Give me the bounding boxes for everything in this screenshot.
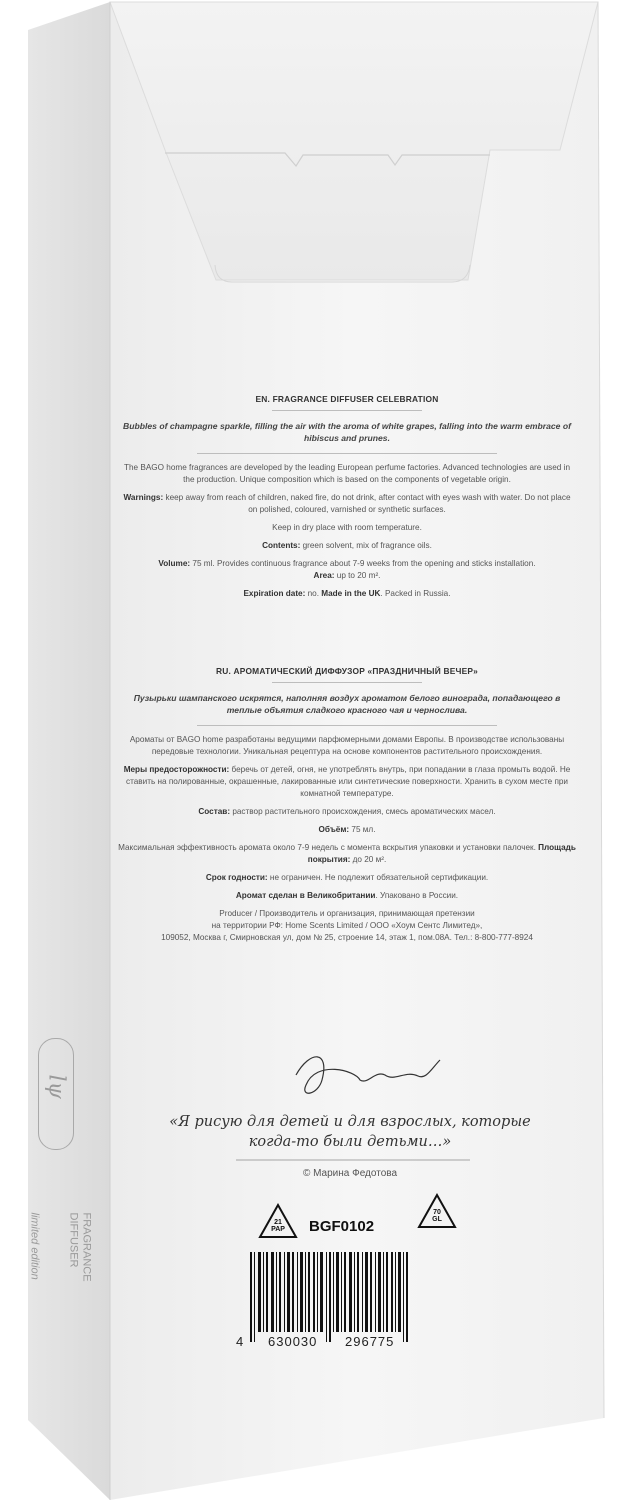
ru-made: [118, 890, 576, 902]
ru-precautions: [118, 764, 576, 800]
brand-logo-emblem: [38, 1038, 74, 1150]
side-label-fragrance: FRAGRANCE: [80, 1212, 93, 1282]
ru-precautions-label: Меры предосторожности:: [123, 765, 230, 774]
ru-precautions-text: беречь от детей, огня, не употреблять внутрь, при попадании в глаза промыть водой. Не ставить на полированные, окрашенные, лакированные или синтетические поверхности. Хранить в сухом месте при комнатной температуре.: [125, 765, 571, 798]
side-label-limited: limited edition: [28, 1212, 41, 1280]
en-expiration: [118, 588, 576, 600]
en-volume: [118, 558, 576, 570]
quote-line-2: когда-то были детьми…»: [248, 1134, 452, 1150]
en-expiration-label: Expiration date:: [243, 589, 306, 598]
en-lead: Bubbles of champagne sparkle, filling the air with the aroma of white grapes, falling into the warm embrace of hibiscus and prunes.: [123, 421, 571, 443]
en-contents: [118, 540, 576, 552]
recycle-left-code: PAP: [271, 1226, 285, 1233]
quote-line-1: «Я рисую для детей и для взрослых, которые: [169, 1114, 531, 1130]
ru-efficiency: [118, 842, 576, 866]
en-area-text: up to 20 m².: [334, 571, 381, 580]
en-heading-rule: [272, 410, 422, 411]
en-made-label: Made in the UK: [321, 589, 381, 598]
signature-text: [300, 1058, 301, 1059]
ru-volume: [118, 824, 576, 836]
en-warnings-label: Warnings:: [123, 493, 164, 502]
ru-heading: RU. АРОМАТИЧЕСКИЙ ДИФФУЗОР «ПРАЗДНИЧНЫЙ ВЕЧЕР»: [215, 666, 479, 676]
ru-shelf-life: [118, 872, 576, 884]
en-volume-label: Volume:: [158, 559, 191, 568]
en-warnings-text: keep away from reach of children, naked fire, do not drink, after contact with eyes wash with water. Do not place on polished, coloured, varnished or synthetic surfaces.: [163, 493, 571, 514]
ru-volume-label: Объём:: [318, 825, 350, 834]
ru-area-text: до 20 м².: [350, 855, 387, 864]
en-heading: EN. FRAGRANCE DIFFUSER CELEBRATION: [255, 394, 439, 404]
en-lead-rule: [197, 453, 497, 454]
en-keep: Keep in dry place with room temperature.: [272, 523, 422, 532]
ru-volume-text: 75 мл.: [349, 825, 376, 834]
en-expiration-text: no.: [305, 589, 322, 598]
quote: [160, 1112, 540, 1152]
sku-code: BGF0102: [309, 1218, 375, 1235]
barcode-group-2: 630030: [268, 1334, 318, 1349]
recycle-right-label: [417, 1209, 457, 1223]
brand-logo-mark: lψ: [43, 1074, 69, 1099]
ru-section: [118, 666, 576, 944]
copyright: © Марина Федотова: [302, 1168, 398, 1179]
recycle-left-num: 21: [274, 1219, 282, 1226]
ru-made-label: Аромат сделан в Великобритании: [235, 891, 376, 900]
en-volume-text: 75 ml. Provides continuous fragrance about 7-9 weeks from the opening and sticks installation.: [190, 559, 536, 568]
ru-shelf-label: Срок годности:: [205, 873, 268, 882]
en-about: The BAGO home fragrances are developed by the leading European perfume factories. Advanced technologies are used in the production. Unique composition which is based on the components of vegetable origin.: [123, 463, 571, 484]
barcode-digit-1: 4: [236, 1334, 244, 1349]
en-packed: . Packed in Russia.: [380, 589, 451, 598]
ru-composition: [118, 806, 576, 818]
ru-lead: Пузырьки шампанского искрятся, наполняя воздух ароматом белого винограда, попадающего в теплые объятия сладкого красного чая и чернослива.: [133, 693, 561, 715]
ru-composition-text: раствор растительного происхождения, смесь ароматических масел.: [230, 807, 496, 816]
barcode-group-3: 296775: [345, 1334, 395, 1349]
ru-about: Ароматы от BAGO home разработаны ведущими парфюмерными домами Европы. В производстве использованы передовые технологии. Уникальная рецептура на основе компонентов растительного происхождения.: [129, 735, 565, 756]
en-warnings: [118, 492, 576, 516]
ru-area-label: Площадь покрытия:: [307, 843, 576, 864]
ru-lead-rule: [197, 725, 497, 726]
ru-heading-rule: [272, 682, 422, 683]
ru-shelf-text: не ограничен. Не подлежит обязательной сертификации.: [267, 873, 489, 882]
side-panel-labels: [28, 1213, 93, 1413]
en-area-label: Area:: [313, 571, 335, 580]
en-section: [118, 394, 576, 600]
en-contents-label: Contents:: [262, 541, 301, 550]
ru-packed: . Упаковано в России.: [375, 891, 459, 900]
recycle-right-code: GL: [432, 1216, 442, 1223]
ru-producer-3: 109052, Москва г, Смирновская ул, дом № 25, строение 14, этаж 1, пом.08А. Тел.: 8-800-777-8924: [161, 933, 533, 942]
ru-composition-label: Состав:: [198, 807, 231, 816]
en-contents-text: green solvent, mix of fragrance oils.: [300, 541, 432, 550]
ru-producer-1: Producer / Производитель и организация, принимающая претензии: [219, 909, 475, 918]
en-area: [118, 570, 576, 582]
side-label-diffuser: DIFFUSER: [67, 1212, 80, 1268]
recycle-left-label: [258, 1219, 298, 1233]
recycle-right-num: 70: [433, 1209, 441, 1216]
ru-producer-2: на территории РФ: Home Scents Limited / ООО «Хоум Сентс Лимитед»,: [211, 921, 483, 930]
ru-efficiency-text: Максимальная эффективность аромата около 7-9 недель с момента вскрытия упаковки и установки палочек.: [118, 843, 539, 852]
